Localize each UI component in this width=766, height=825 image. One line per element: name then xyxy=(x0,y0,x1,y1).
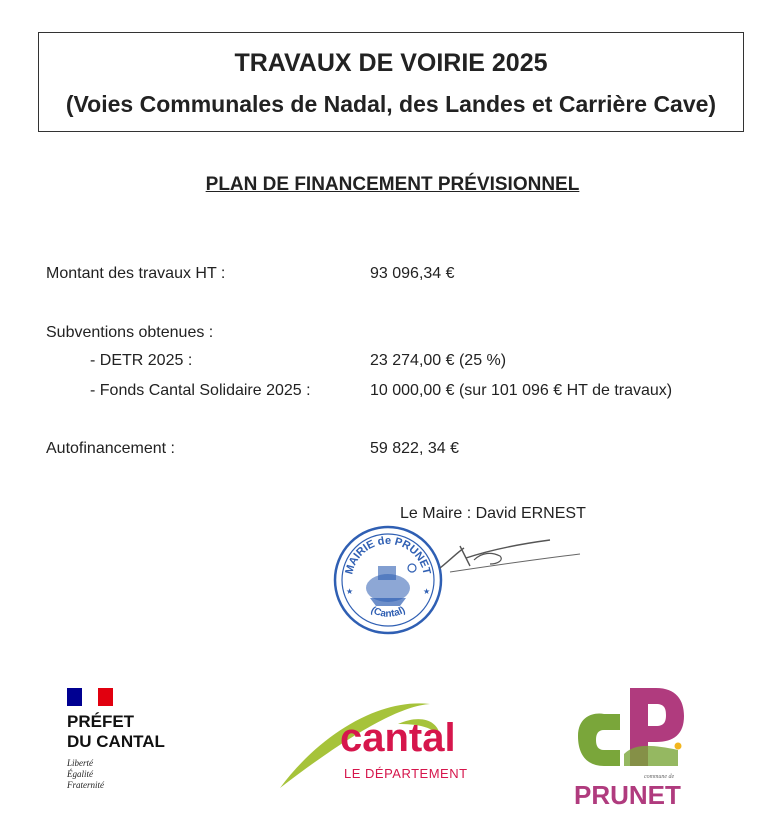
stamp-emblem-icon xyxy=(366,564,416,606)
prefet-line2: DU CANTAL xyxy=(67,732,165,751)
document-subtitle: (Voies Communales de Nadal, des Landes et Carrière Cave) xyxy=(65,91,717,117)
title-box xyxy=(38,32,744,132)
cantal-departement-logo xyxy=(280,694,480,790)
svg-text:★: ★ xyxy=(346,587,354,596)
amount-value: 93 096,34 € xyxy=(370,265,455,282)
prunet-name: PRUNET xyxy=(574,780,681,810)
prunet-cp-monogram-icon xyxy=(574,684,689,779)
cantal-name: cantal xyxy=(340,716,456,760)
self-financing-label: Autofinancement : xyxy=(46,440,175,457)
fcs-label: - Fonds Cantal Solidaire 2025 : xyxy=(90,382,311,399)
prunet-logo xyxy=(574,684,689,809)
svg-text:(Cantal) xyxy=(369,605,407,620)
stamp-top-text: MAIRIE de PRUNET xyxy=(343,535,433,576)
svg-text:★: ★ xyxy=(423,587,431,596)
mayor-handwritten-signature xyxy=(430,530,600,580)
plan-title: PLAN DE FINANCEMENT PRÉVISIONNEL xyxy=(205,174,580,195)
motto-fraternite: Fraternité xyxy=(67,780,104,790)
motto-liberte: Liberté xyxy=(67,758,93,768)
motto-egalite: Égalité xyxy=(67,769,93,779)
town-hall-stamp xyxy=(330,522,446,638)
document-title: TRAVAUX DE VOIRIE 2025 xyxy=(234,49,548,77)
mayor-signature-line: Le Maire : David ERNEST xyxy=(400,505,586,522)
prunet-commune-label: commune de xyxy=(644,774,675,780)
subsidies-label: Subventions obtenues : xyxy=(46,324,214,341)
fcs-value: 10 000,00 € (sur 101 096 € HT de travaux) xyxy=(370,382,673,399)
stamp-bottom-text: (Cantal) xyxy=(368,604,408,620)
detr-value: 23 274,00 € (25 %) xyxy=(370,352,507,369)
prefet-line1: PRÉFET xyxy=(67,712,135,731)
amount-label: Montant des travaux HT : xyxy=(46,265,226,282)
french-flag-icon xyxy=(67,688,113,706)
prefet-logo xyxy=(67,688,165,791)
self-financing-value: 59 822, 34 € xyxy=(370,440,459,457)
cantal-subtitle: LE DÉPARTEMENT xyxy=(344,766,468,781)
detr-label: - DETR 2025 : xyxy=(90,352,193,369)
